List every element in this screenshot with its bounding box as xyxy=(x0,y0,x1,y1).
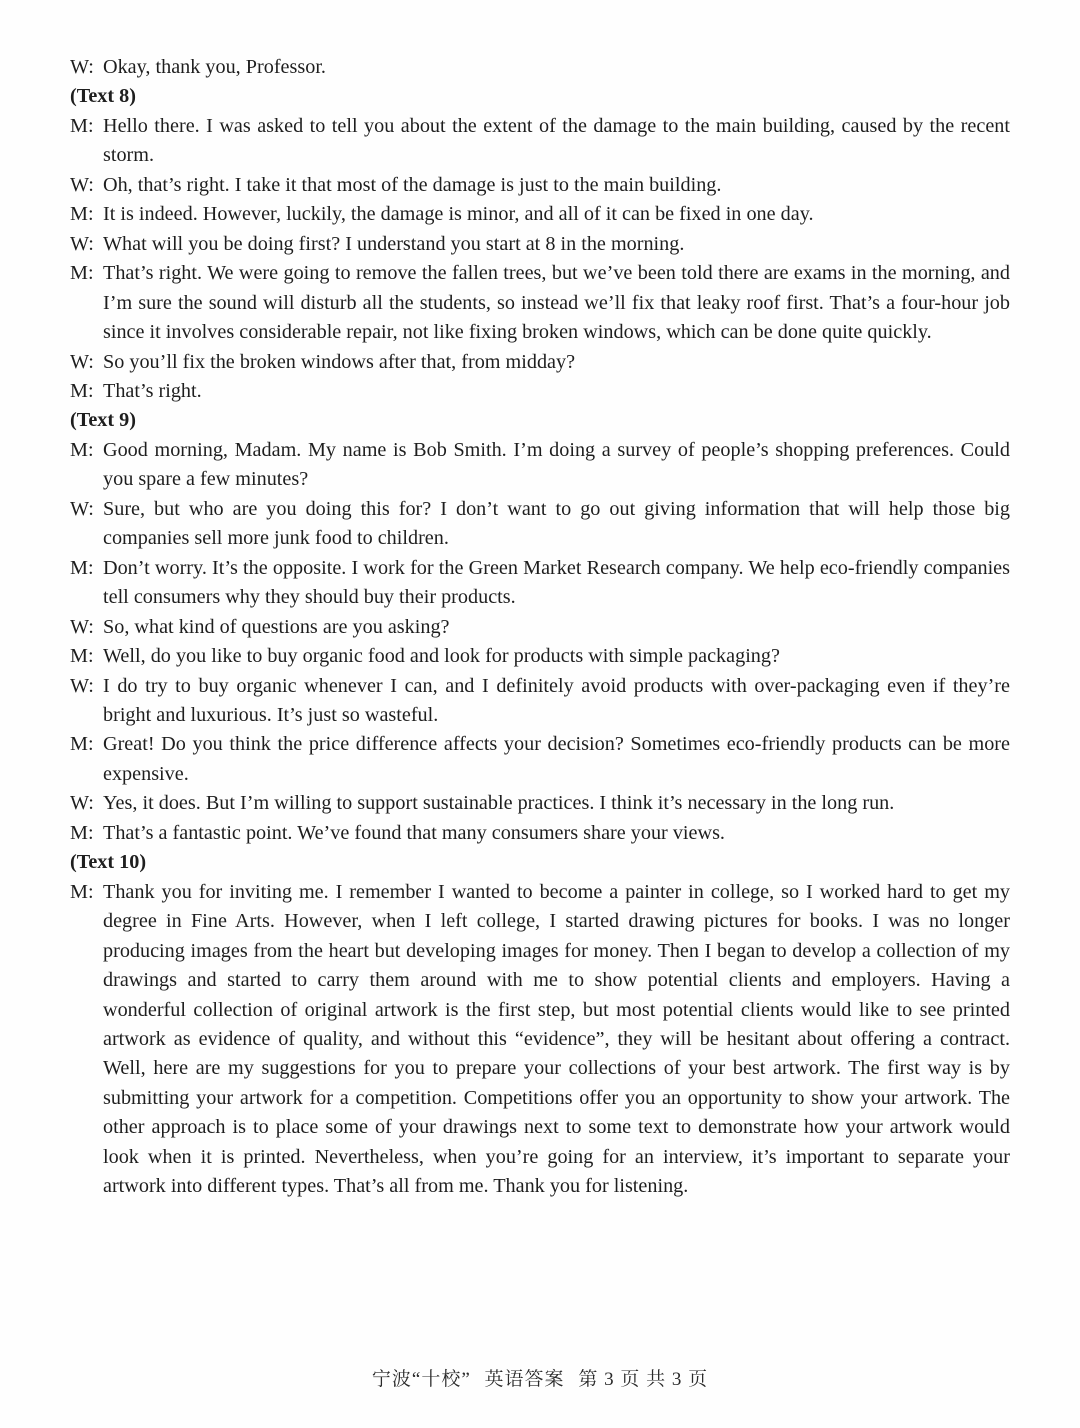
speaker-label: W: xyxy=(70,350,94,373)
dialogue-line xyxy=(70,112,1010,171)
dialogue-text: That’s right. xyxy=(103,379,202,402)
dialogue-line xyxy=(70,730,1010,789)
dialogue-line xyxy=(70,200,1010,229)
dialogue-text: I do try to buy organic whenever I can, and I definitely avoid products with over-packaging even if they’re bright and luxurious. It’s just so wasteful. xyxy=(103,674,1010,726)
footer-subject: 英语答案 xyxy=(484,1369,565,1390)
dialogue-text: So you’ll fix the broken windows after that, from midday? xyxy=(103,350,576,373)
speaker-label: M: xyxy=(70,733,94,756)
footer-school: 宁波“十校” xyxy=(371,1369,471,1390)
dialogue-line xyxy=(70,53,1010,82)
section-heading: (Text 10) xyxy=(70,851,147,874)
dialogue-text: Great! Do you think the price difference affects your decision? Sometimes eco-friendly products can be more expensive. xyxy=(103,733,1010,785)
speaker-label: M: xyxy=(70,379,94,402)
dialogue-line xyxy=(70,348,1010,377)
dialogue-text: Yes, it does. But I’m willing to support sustainable practices. I think it’s necessary in the long run. xyxy=(103,792,895,815)
speaker-label: W: xyxy=(70,497,94,520)
speaker-label: M: xyxy=(70,556,94,579)
dialogue-line xyxy=(70,613,1010,642)
dialogue-text: Good morning, Madam. My name is Bob Smith. I’m doing a survey of people’s shopping preferences. Could you spare a few minutes? xyxy=(103,438,1010,491)
dialogue-line xyxy=(70,878,1010,1202)
dialogue-text: That’s a fantastic point. We’ve found that many consumers share your views. xyxy=(103,821,725,844)
dialogue-line xyxy=(70,642,1010,671)
speaker-label: W: xyxy=(70,674,94,697)
dialogue-text: Hello there. I was asked to tell you about the extent of the damage to the main building, caused by the recent storm. xyxy=(103,114,1010,167)
dialogue-line xyxy=(70,377,1010,406)
speaker-label: M: xyxy=(70,262,94,285)
page-footer xyxy=(0,1364,1080,1391)
dialogue-text: Okay, thank you, Professor. xyxy=(103,56,326,78)
speaker-label: M: xyxy=(70,203,94,226)
speaker-label: M: xyxy=(70,114,94,137)
dialogue-line xyxy=(70,554,1010,613)
footer-page-info: 第 3 页 共 3 页 xyxy=(578,1369,709,1390)
transcript-body xyxy=(70,53,1010,1202)
section-heading: (Text 8) xyxy=(70,85,136,108)
dialogue-line xyxy=(70,789,1010,818)
dialogue-text: So, what kind of questions are you asking? xyxy=(103,615,450,638)
dialogue-line xyxy=(70,171,1010,200)
dialogue-line xyxy=(70,672,1010,731)
speaker-label: M: xyxy=(70,645,94,668)
speaker-label: W: xyxy=(70,173,94,196)
dialogue-line xyxy=(70,259,1010,347)
dialogue-line xyxy=(70,230,1010,259)
dialogue-line xyxy=(70,495,1010,554)
dialogue-text: Don’t worry. It’s the opposite. I work for the Green Market Research company. We help eco-friendly companies tell consumers why they should buy their products. xyxy=(103,556,1010,609)
dialogue-text: Oh, that’s right. I take it that most of the damage is just to the main building. xyxy=(103,173,722,196)
dialogue-line xyxy=(70,819,1010,848)
dialogue-text: Sure, but who are you doing this for? I don’t want to go out giving information that will help those big companies sell more junk food to children. xyxy=(103,497,1010,550)
speaker-label: M: xyxy=(70,821,94,844)
dialogue-text: It is indeed. However, luckily, the damage is minor, and all of it can be fixed in one day. xyxy=(103,203,814,226)
speaker-label: W: xyxy=(70,232,94,255)
dialogue-text: What will you be doing first? I understand you start at 8 in the morning. xyxy=(103,232,685,255)
dialogue-text: That’s right. We were going to remove the fallen trees, but we’ve been told there are exams in the morning, and I’m sure the sound will disturb all the students, so instead we’ll fix that leaky roof first. That’s a four-hour job since it involves considerable repair, not like fixing broken windows, which can be done quite quickly. xyxy=(103,262,1010,344)
speaker-label: M: xyxy=(70,438,94,461)
dialogue-text: Well, do you like to buy organic food and look for products with simple packaging? xyxy=(103,645,780,668)
speaker-label: W: xyxy=(70,792,94,815)
dialogue-line xyxy=(70,436,1010,495)
speaker-label: W: xyxy=(70,615,94,638)
speaker-label: W: xyxy=(70,56,94,78)
dialogue-text: Thank you for inviting me. I remember I wanted to become a painter in college, so I worked hard to get my degree in Fine Arts. However, when I left college, I started drawing pictures for books. I was no longer producing images from the heart but developing images for money. Then I began to develop a collection of my drawings and started to carry them around with me to show potential clients and employers. Having a wonderful collection of original artwork is the first step, but most potential clients would like to see printed artwork as evidence of quality, and without this “evidence”, they will be hesitant about offering a contract. Well, here are my suggestions for you to prepare your collections of your best artwork. The first way is by submitting your artwork for a competition. Competitions offer you an opportunity to show your artwork. The other approach is to place some of your drawings next to some text to demonstrate how your artwork would look when it is printed. Nevertheless, when you’re going for an interview, it’s important to separate your artwork into different types. That’s all from me. Thank you for listening. xyxy=(103,880,1010,1198)
section-heading: (Text 9) xyxy=(70,409,136,432)
speaker-label: M: xyxy=(70,880,94,903)
